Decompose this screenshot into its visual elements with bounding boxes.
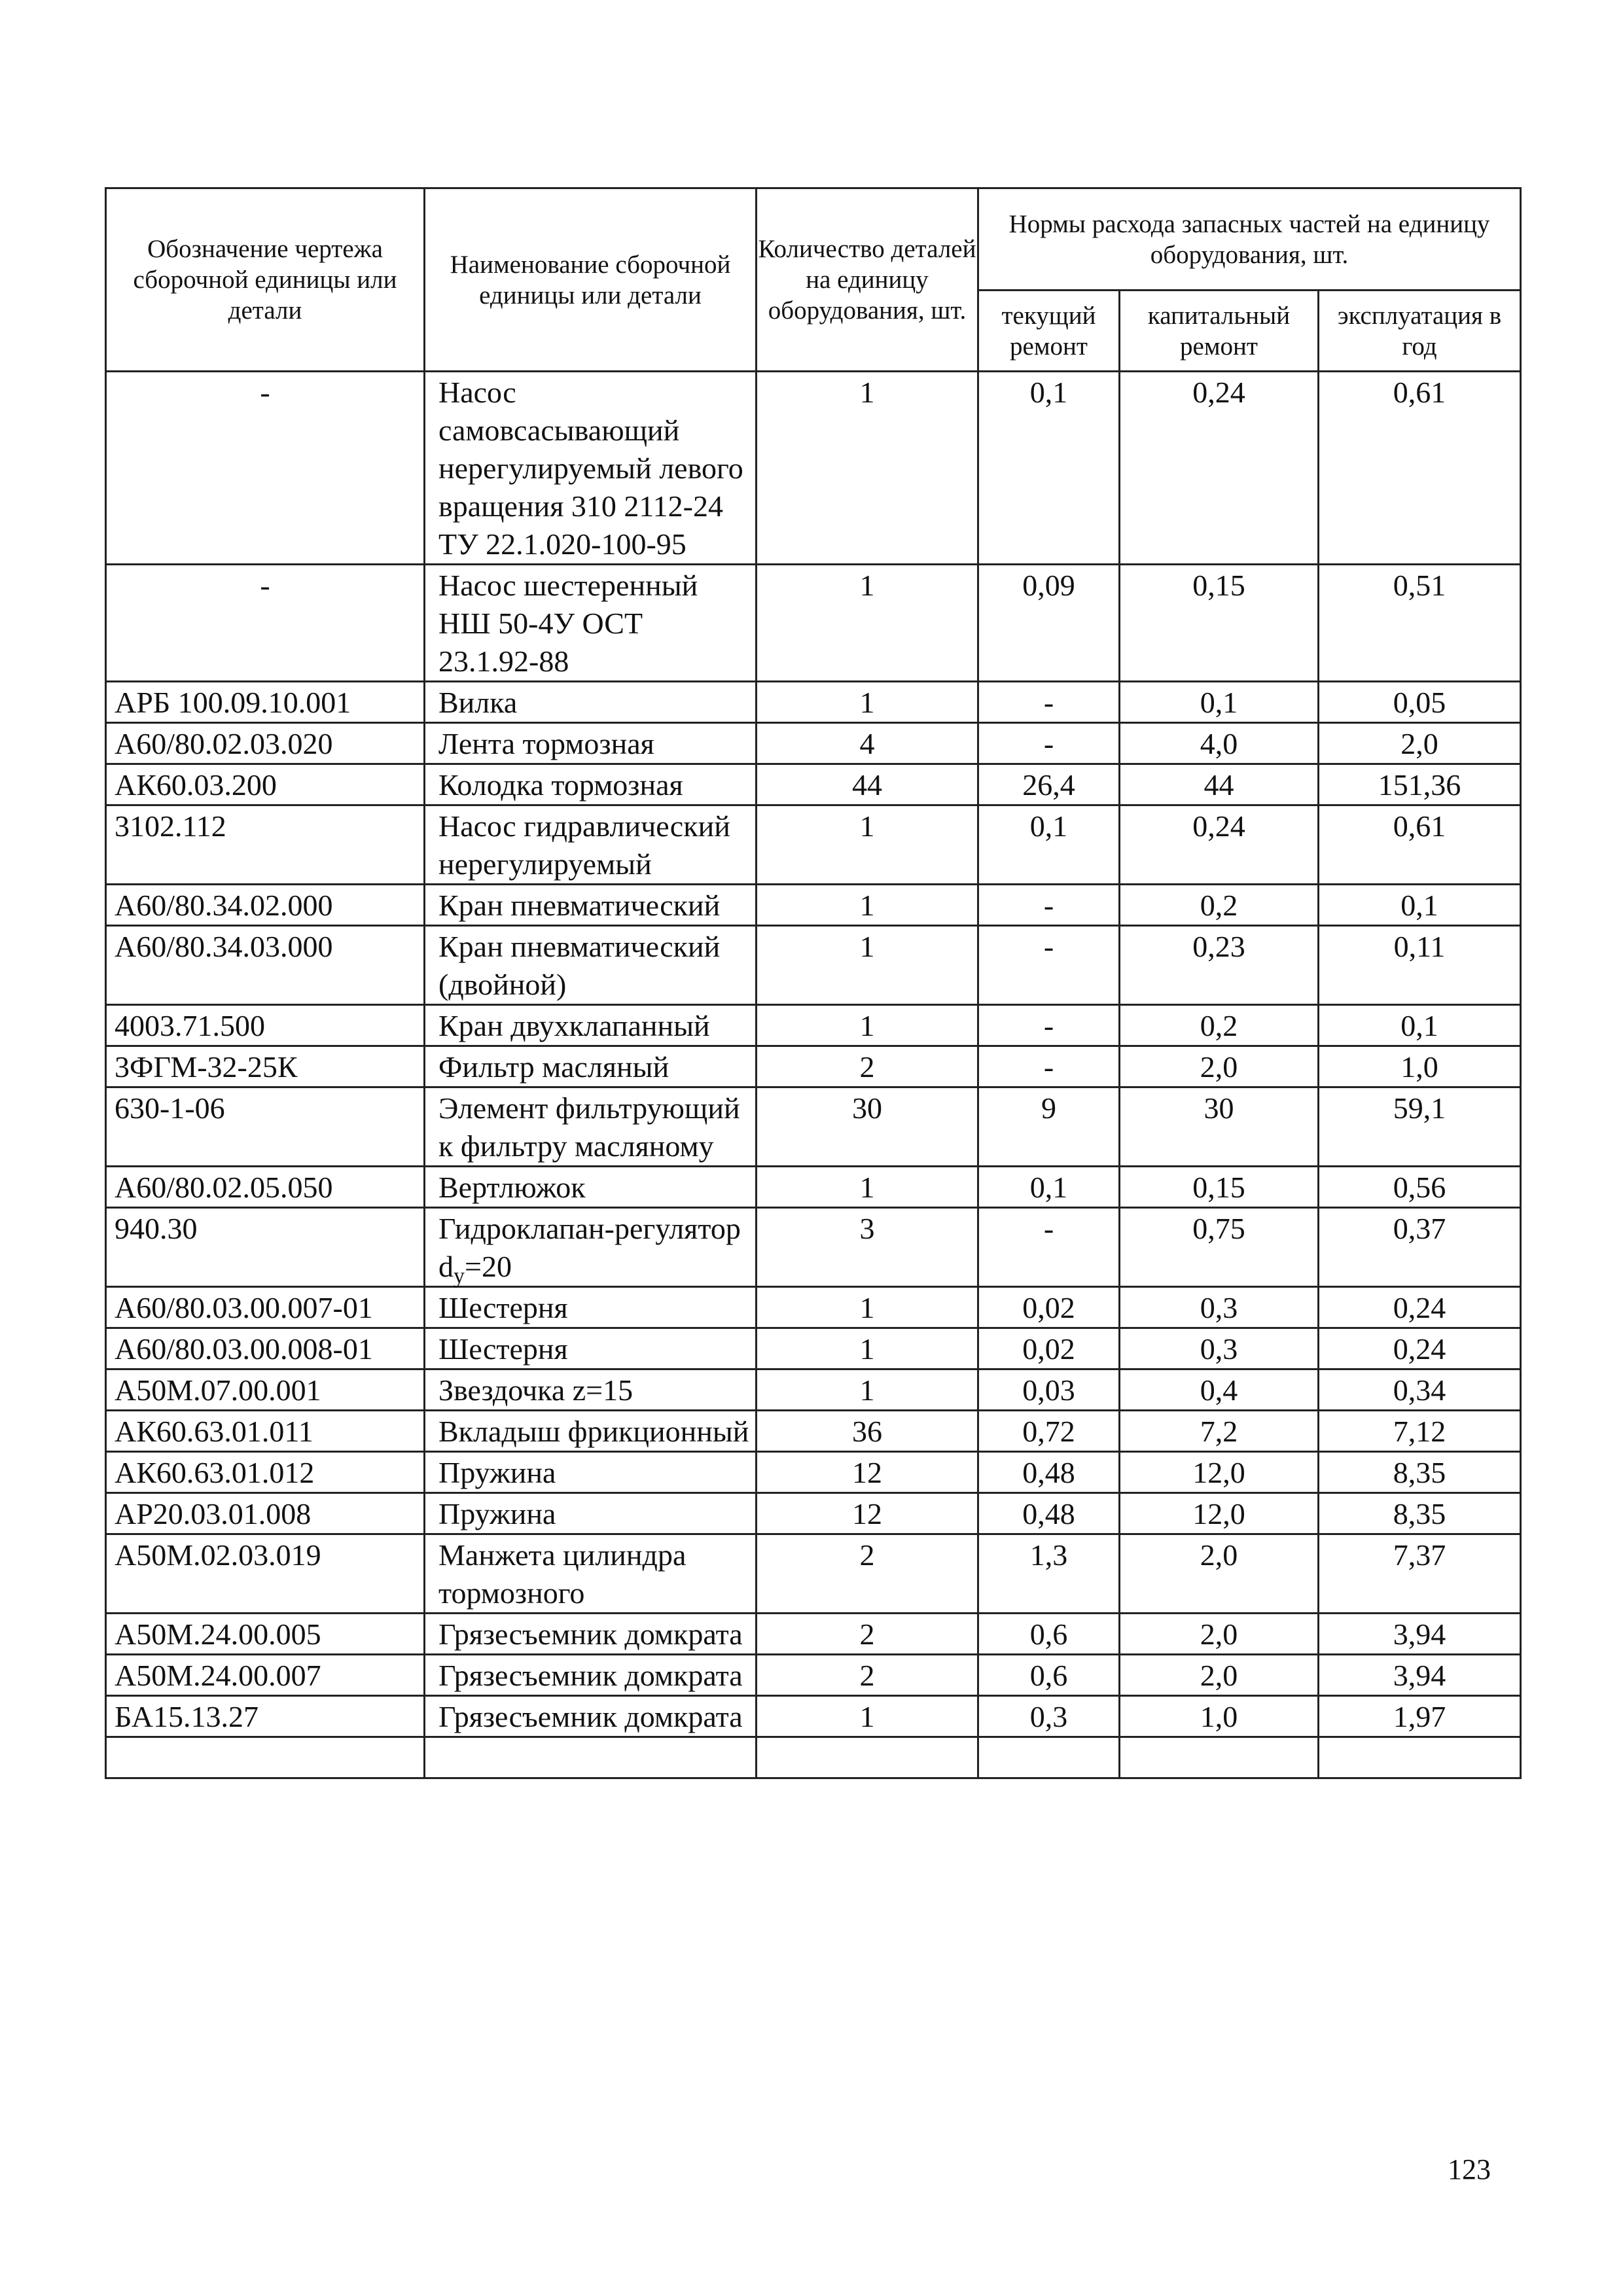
cell-operation: 3,94: [1319, 1655, 1521, 1696]
header-norms-text: Нормы расхода запасных частей на единицу оборудования, шт.: [1008, 209, 1490, 269]
cell-code: А60/80.34.03.000: [106, 926, 425, 1005]
cell-code: АРБ 100.09.10.001: [106, 682, 425, 723]
cell-code: А60/80.34.02.000: [106, 885, 425, 926]
cell-code: -: [106, 565, 425, 682]
table-row: [106, 1208, 1521, 1287]
table-row: [106, 1328, 1521, 1369]
cell-name: Манжета цилиндра тормозного: [425, 1534, 757, 1614]
cell-name: Насос шестеренный НШ 50-4У ОСТ 23.1.92-88: [425, 565, 757, 682]
cell-code: АК60.63.01.011: [106, 1411, 425, 1452]
cell-operation: 0,1: [1319, 1005, 1521, 1046]
cell-code: БА15.13.27: [106, 1696, 425, 1737]
table-row: [106, 1005, 1521, 1046]
header-capital-repair: [1120, 291, 1319, 372]
cell-qty: 2: [757, 1655, 978, 1696]
cell-code: 3ФГМ-32-25К: [106, 1046, 425, 1087]
spare-parts-table: [105, 187, 1522, 1779]
cell-capital-repair: 12,0: [1120, 1493, 1319, 1534]
table-row: [106, 1655, 1521, 1696]
header-operation-text: эксплуатация в год: [1337, 301, 1502, 361]
cell-operation: 7,12: [1319, 1411, 1521, 1452]
cell-operation: 0,24: [1319, 1328, 1521, 1369]
header-qty-text: Количество деталей на единицу оборудования, шт.: [758, 235, 976, 325]
cell-name-subscript: у: [454, 1264, 465, 1288]
cell-capital-repair: 2,0: [1120, 1655, 1319, 1696]
cell-capital-repair: 0,15: [1120, 1167, 1319, 1208]
cell-capital-repair: 30: [1120, 1087, 1319, 1167]
cell-current-repair: 0,09: [978, 565, 1120, 682]
cell-qty: 3: [757, 1208, 978, 1287]
cell-empty: [757, 1737, 978, 1778]
cell-operation: 2,0: [1319, 723, 1521, 764]
header-current-text: текущий ремонт: [1001, 301, 1096, 361]
cell-qty: 1: [757, 372, 978, 565]
table-row: [106, 926, 1521, 1005]
cell-current-repair: 0,1: [978, 805, 1120, 885]
cell-name: Пружина: [425, 1493, 757, 1534]
cell-operation: 0,61: [1319, 805, 1521, 885]
cell-name: Звездочка z=15: [425, 1369, 757, 1411]
cell-name-main: Гидроклапан-регулятор d: [438, 1212, 741, 1283]
cell-operation: 1,97: [1319, 1696, 1521, 1737]
cell-code: АК60.03.200: [106, 764, 425, 805]
cell-code: 3102.112: [106, 805, 425, 885]
cell-code: А50М.02.03.019: [106, 1534, 425, 1614]
header-norms: [978, 188, 1521, 291]
cell-name: Фильтр масляный: [425, 1046, 757, 1087]
cell-capital-repair: 2,0: [1120, 1534, 1319, 1614]
cell-current-repair: 9: [978, 1087, 1120, 1167]
cell-empty: [978, 1737, 1120, 1778]
cell-capital-repair: 2,0: [1120, 1614, 1319, 1655]
cell-name: Вкладыш фрикционный: [425, 1411, 757, 1452]
cell-capital-repair: 0,4: [1120, 1369, 1319, 1411]
cell-current-repair: -: [978, 926, 1120, 1005]
table-row: [106, 1046, 1521, 1087]
cell-current-repair: 0,6: [978, 1655, 1120, 1696]
cell-operation: 59,1: [1319, 1087, 1521, 1167]
cell-current-repair: 1,3: [978, 1534, 1120, 1614]
cell-current-repair: 0,1: [978, 372, 1120, 565]
cell-operation: 0,1: [1319, 885, 1521, 926]
cell-empty: [1120, 1737, 1319, 1778]
cell-current-repair: 0,48: [978, 1493, 1120, 1534]
cell-name: Грязесъемник домкрата: [425, 1655, 757, 1696]
cell-name: [425, 1208, 757, 1287]
table-row: [106, 1534, 1521, 1614]
cell-current-repair: 0,6: [978, 1614, 1120, 1655]
cell-qty: 36: [757, 1411, 978, 1452]
cell-qty: 1: [757, 682, 978, 723]
cell-capital-repair: 2,0: [1120, 1046, 1319, 1087]
cell-operation: 1,0: [1319, 1046, 1521, 1087]
cell-code: 4003.71.500: [106, 1005, 425, 1046]
cell-capital-repair: 4,0: [1120, 723, 1319, 764]
cell-operation: 0,24: [1319, 1287, 1521, 1328]
header-capital-text: капитальный ремонт: [1147, 301, 1291, 361]
cell-current-repair: 0,02: [978, 1328, 1120, 1369]
cell-name: Грязесъемник домкрата: [425, 1614, 757, 1655]
cell-name: Кран двухклапанный: [425, 1005, 757, 1046]
header-current-repair: [978, 291, 1120, 372]
cell-empty: [106, 1737, 425, 1778]
cell-code: А50М.24.00.007: [106, 1655, 425, 1696]
cell-capital-repair: 0,3: [1120, 1287, 1319, 1328]
cell-name: Элемент фильтрующий к фильтру масляному: [425, 1087, 757, 1167]
cell-name-tail: =20: [465, 1250, 512, 1283]
cell-name: Насос гидравлический нерегулируемый: [425, 805, 757, 885]
cell-current-repair: -: [978, 885, 1120, 926]
cell-current-repair: -: [978, 1208, 1120, 1287]
cell-qty: 2: [757, 1046, 978, 1087]
cell-current-repair: 0,72: [978, 1411, 1120, 1452]
cell-capital-repair: 0,1: [1120, 682, 1319, 723]
cell-current-repair: -: [978, 1005, 1120, 1046]
cell-qty: 12: [757, 1452, 978, 1493]
cell-name: Кран пневматический: [425, 885, 757, 926]
cell-code: А60/80.02.03.020: [106, 723, 425, 764]
cell-qty: 2: [757, 1614, 978, 1655]
header-name: [425, 188, 757, 372]
cell-current-repair: -: [978, 723, 1120, 764]
cell-name: Пружина: [425, 1452, 757, 1493]
cell-capital-repair: 1,0: [1120, 1696, 1319, 1737]
cell-qty: 1: [757, 1167, 978, 1208]
table-row: [106, 1369, 1521, 1411]
table-row: [106, 1167, 1521, 1208]
cell-capital-repair: 12,0: [1120, 1452, 1319, 1493]
table-row: [106, 723, 1521, 764]
cell-name: Шестерня: [425, 1328, 757, 1369]
header-qty: [757, 188, 978, 372]
cell-name: Лента тормозная: [425, 723, 757, 764]
cell-name: Колодка тормозная: [425, 764, 757, 805]
cell-current-repair: 0,48: [978, 1452, 1120, 1493]
cell-current-repair: 0,1: [978, 1167, 1120, 1208]
cell-operation: 0,34: [1319, 1369, 1521, 1411]
cell-qty: 1: [757, 1696, 978, 1737]
cell-operation: 3,94: [1319, 1614, 1521, 1655]
table-row: [106, 682, 1521, 723]
cell-current-repair: 0,02: [978, 1287, 1120, 1328]
cell-operation: 0,37: [1319, 1208, 1521, 1287]
cell-name: Вилка: [425, 682, 757, 723]
table-row-empty-tail: [106, 1737, 1521, 1778]
cell-current-repair: 0,3: [978, 1696, 1120, 1737]
cell-capital-repair: 0,24: [1120, 372, 1319, 565]
cell-code: А60/80.03.00.008-01: [106, 1328, 425, 1369]
header-code-text: Обозначение чертежа сборочной единицы или детали: [133, 235, 397, 325]
cell-qty: 1: [757, 926, 978, 1005]
cell-qty: 4: [757, 723, 978, 764]
cell-current-repair: 26,4: [978, 764, 1120, 805]
cell-capital-repair: 0,24: [1120, 805, 1319, 885]
cell-code: АК60.63.01.012: [106, 1452, 425, 1493]
cell-qty: 1: [757, 1005, 978, 1046]
cell-qty: 1: [757, 1328, 978, 1369]
cell-capital-repair: 7,2: [1120, 1411, 1319, 1452]
cell-qty: 1: [757, 805, 978, 885]
cell-code: А60/80.03.00.007-01: [106, 1287, 425, 1328]
cell-empty: [425, 1737, 757, 1778]
table-row: [106, 1287, 1521, 1328]
cell-code: АР20.03.01.008: [106, 1493, 425, 1534]
cell-code: -: [106, 372, 425, 565]
table-row: [106, 1087, 1521, 1167]
header-operation: [1319, 291, 1521, 372]
table-row: [106, 885, 1521, 926]
cell-operation: 7,37: [1319, 1534, 1521, 1614]
cell-qty: 1: [757, 1369, 978, 1411]
cell-name: Насос самовсасывающий нерегулируемый левого вращения 310 2112-24 ТУ 22.1.020-100-95: [425, 372, 757, 565]
cell-operation: 0,11: [1319, 926, 1521, 1005]
cell-code: 630-1-06: [106, 1087, 425, 1167]
cell-code: А50М.07.00.001: [106, 1369, 425, 1411]
cell-name: Кран пневматический (двойной): [425, 926, 757, 1005]
table-row: [106, 372, 1521, 565]
table-row: [106, 805, 1521, 885]
cell-current-repair: 0,03: [978, 1369, 1120, 1411]
cell-qty: 1: [757, 565, 978, 682]
cell-current-repair: -: [978, 1046, 1120, 1087]
cell-operation: 0,61: [1319, 372, 1521, 565]
table-row: [106, 1493, 1521, 1534]
table-row: [106, 1614, 1521, 1655]
cell-qty: 1: [757, 885, 978, 926]
header-name-text: Наименование сборочной единицы или детали: [450, 250, 731, 309]
cell-operation: 151,36: [1319, 764, 1521, 805]
cell-qty: 44: [757, 764, 978, 805]
cell-code: А60/80.02.05.050: [106, 1167, 425, 1208]
cell-operation: 0,05: [1319, 682, 1521, 723]
cell-operation: 0,56: [1319, 1167, 1521, 1208]
table-row: [106, 1696, 1521, 1737]
cell-capital-repair: 0,2: [1120, 1005, 1319, 1046]
header-code: [106, 188, 425, 372]
cell-operation: 8,35: [1319, 1452, 1521, 1493]
cell-capital-repair: 0,75: [1120, 1208, 1319, 1287]
cell-qty: 2: [757, 1534, 978, 1614]
table-row: [106, 764, 1521, 805]
cell-qty: 1: [757, 1287, 978, 1328]
cell-operation: 8,35: [1319, 1493, 1521, 1534]
cell-code: А50М.24.00.005: [106, 1614, 425, 1655]
table-row: [106, 1411, 1521, 1452]
table-row: [106, 1452, 1521, 1493]
table-row: [106, 565, 1521, 682]
cell-name: Грязесъемник домкрата: [425, 1696, 757, 1737]
cell-capital-repair: 0,15: [1120, 565, 1319, 682]
cell-name: Вертлюжок: [425, 1167, 757, 1208]
page-number: 123: [1448, 2153, 1491, 2185]
cell-capital-repair: 44: [1120, 764, 1319, 805]
cell-current-repair: -: [978, 682, 1120, 723]
cell-name: Шестерня: [425, 1287, 757, 1328]
cell-code: 940.30: [106, 1208, 425, 1287]
cell-operation: 0,51: [1319, 565, 1521, 682]
cell-qty: 12: [757, 1493, 978, 1534]
cell-empty: [1319, 1737, 1521, 1778]
cell-capital-repair: 0,2: [1120, 885, 1319, 926]
cell-qty: 30: [757, 1087, 978, 1167]
cell-capital-repair: 0,3: [1120, 1328, 1319, 1369]
cell-capital-repair: 0,23: [1120, 926, 1319, 1005]
